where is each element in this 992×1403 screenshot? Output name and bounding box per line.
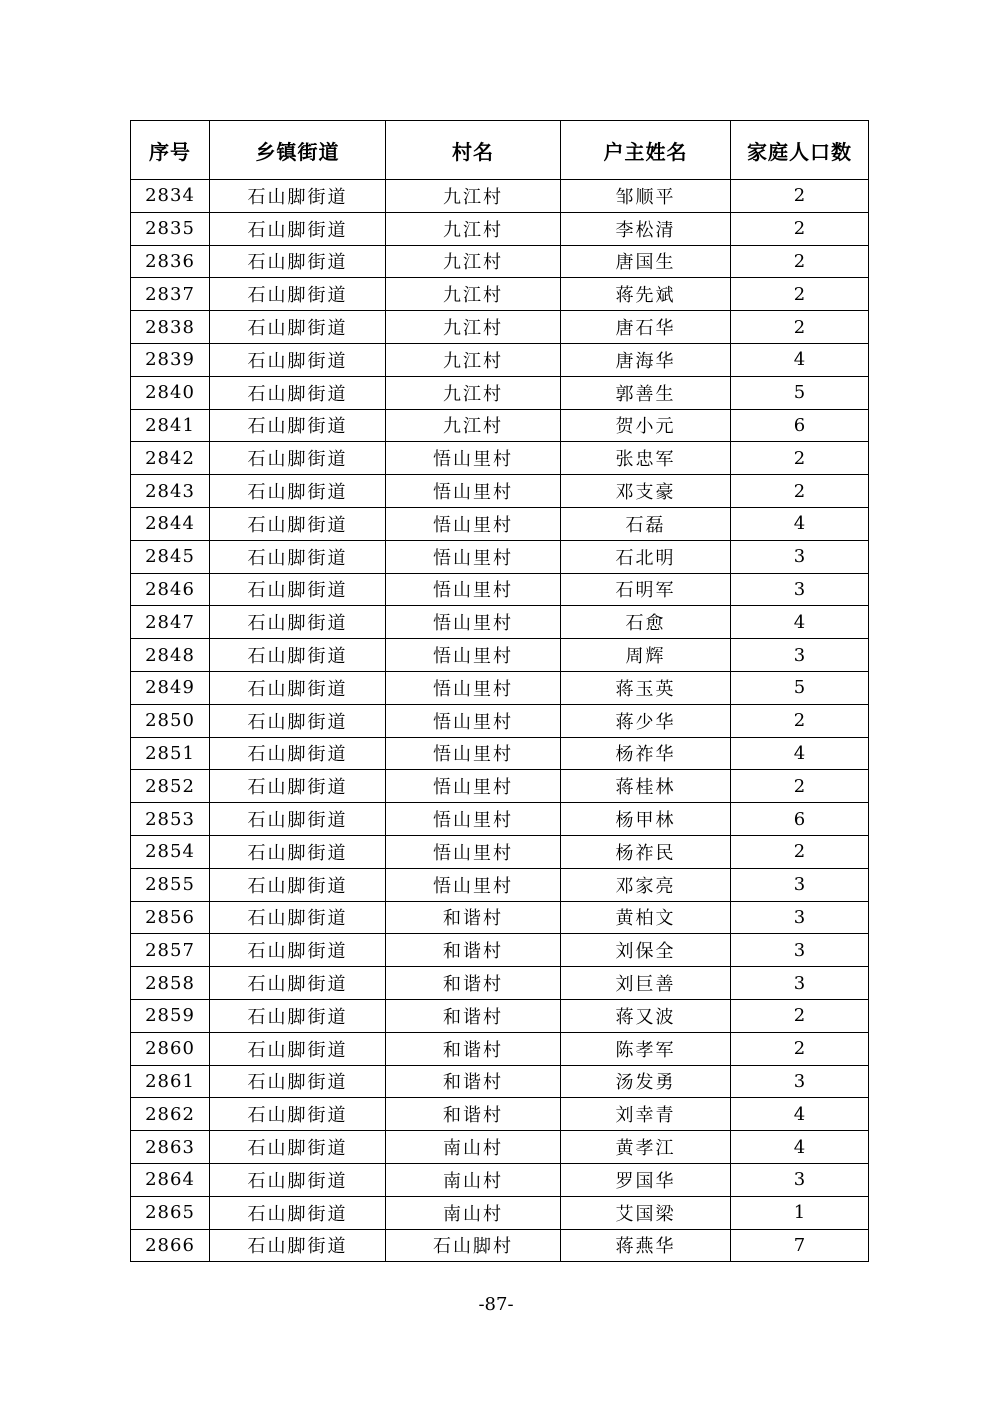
cell-town-street: 石山脚街道 xyxy=(210,1131,386,1164)
table-row xyxy=(131,1196,869,1229)
cell-village-name: 悟山里村 xyxy=(386,835,561,868)
cell-household-head: 唐国生 xyxy=(561,245,731,278)
cell-village-name: 悟山里村 xyxy=(386,639,561,672)
cell-village-name: 悟山里村 xyxy=(386,573,561,606)
cell-serial-number: 2862 xyxy=(131,1098,210,1131)
cell-household-head: 唐石华 xyxy=(561,311,731,344)
cell-village-name: 悟山里村 xyxy=(386,475,561,508)
cell-town-street: 石山脚街道 xyxy=(210,606,386,639)
table-row xyxy=(131,343,869,376)
cell-household-head: 张忠军 xyxy=(561,442,731,475)
cell-serial-number: 2835 xyxy=(131,212,210,245)
cell-household-head: 陈孝军 xyxy=(561,1032,731,1065)
table-body xyxy=(131,180,869,1262)
cell-village-name: 南山村 xyxy=(386,1196,561,1229)
cell-town-street: 石山脚街道 xyxy=(210,967,386,1000)
cell-household-head: 邓家亮 xyxy=(561,868,731,901)
cell-town-street: 石山脚街道 xyxy=(210,409,386,442)
cell-family-size: 6 xyxy=(731,803,869,836)
cell-family-size: 3 xyxy=(731,573,869,606)
cell-village-name: 和谐村 xyxy=(386,1032,561,1065)
cell-serial-number: 2861 xyxy=(131,1065,210,1098)
cell-household-head: 蒋先斌 xyxy=(561,278,731,311)
table-row xyxy=(131,475,869,508)
cell-serial-number: 2859 xyxy=(131,999,210,1032)
cell-village-name: 九江村 xyxy=(386,245,561,278)
cell-household-head: 唐海华 xyxy=(561,343,731,376)
table-row xyxy=(131,934,869,967)
cell-household-head: 贺小元 xyxy=(561,409,731,442)
cell-village-name: 和谐村 xyxy=(386,999,561,1032)
cell-family-size: 2 xyxy=(731,212,869,245)
cell-serial-number: 2846 xyxy=(131,573,210,606)
table-row xyxy=(131,1098,869,1131)
cell-family-size: 2 xyxy=(731,770,869,803)
table-row xyxy=(131,1163,869,1196)
cell-serial-number: 2838 xyxy=(131,311,210,344)
cell-serial-number: 2848 xyxy=(131,639,210,672)
header-family-size: 家庭人口数 xyxy=(731,121,869,180)
cell-serial-number: 2845 xyxy=(131,540,210,573)
header-village-name: 村名 xyxy=(386,121,561,180)
table-row xyxy=(131,835,869,868)
cell-serial-number: 2858 xyxy=(131,967,210,1000)
cell-serial-number: 2852 xyxy=(131,770,210,803)
table-row xyxy=(131,704,869,737)
cell-family-size: 2 xyxy=(731,311,869,344)
cell-serial-number: 2855 xyxy=(131,868,210,901)
cell-family-size: 5 xyxy=(731,671,869,704)
table-row xyxy=(131,409,869,442)
cell-village-name: 九江村 xyxy=(386,311,561,344)
cell-town-street: 石山脚街道 xyxy=(210,704,386,737)
cell-family-size: 3 xyxy=(731,540,869,573)
table-row xyxy=(131,1131,869,1164)
cell-serial-number: 2844 xyxy=(131,507,210,540)
cell-family-size: 2 xyxy=(731,704,869,737)
cell-serial-number: 2849 xyxy=(131,671,210,704)
cell-town-street: 石山脚街道 xyxy=(210,311,386,344)
table-row xyxy=(131,901,869,934)
table-row xyxy=(131,868,869,901)
cell-serial-number: 2840 xyxy=(131,376,210,409)
cell-village-name: 九江村 xyxy=(386,409,561,442)
cell-household-head: 罗国华 xyxy=(561,1163,731,1196)
cell-family-size: 3 xyxy=(731,901,869,934)
cell-serial-number: 2863 xyxy=(131,1131,210,1164)
cell-household-head: 石明军 xyxy=(561,573,731,606)
cell-family-size: 1 xyxy=(731,1196,869,1229)
cell-town-street: 石山脚街道 xyxy=(210,278,386,311)
cell-town-street: 石山脚街道 xyxy=(210,671,386,704)
cell-town-street: 石山脚街道 xyxy=(210,343,386,376)
cell-household-head: 蒋桂林 xyxy=(561,770,731,803)
table-row xyxy=(131,671,869,704)
cell-household-head: 艾国梁 xyxy=(561,1196,731,1229)
cell-household-head: 石愈 xyxy=(561,606,731,639)
cell-village-name: 悟山里村 xyxy=(386,442,561,475)
cell-town-street: 石山脚街道 xyxy=(210,1163,386,1196)
cell-serial-number: 2857 xyxy=(131,934,210,967)
cell-family-size: 2 xyxy=(731,442,869,475)
cell-town-street: 石山脚街道 xyxy=(210,376,386,409)
cell-town-street: 石山脚街道 xyxy=(210,1229,386,1262)
cell-village-name: 和谐村 xyxy=(386,901,561,934)
cell-household-head: 蒋玉英 xyxy=(561,671,731,704)
cell-household-head: 邹顺平 xyxy=(561,180,731,213)
table-row xyxy=(131,606,869,639)
cell-town-street: 石山脚街道 xyxy=(210,901,386,934)
cell-serial-number: 2851 xyxy=(131,737,210,770)
cell-village-name: 和谐村 xyxy=(386,934,561,967)
header-row xyxy=(131,121,869,180)
cell-family-size: 4 xyxy=(731,606,869,639)
cell-town-street: 石山脚街道 xyxy=(210,442,386,475)
table-row xyxy=(131,540,869,573)
cell-village-name: 悟山里村 xyxy=(386,737,561,770)
cell-town-street: 石山脚街道 xyxy=(210,1098,386,1131)
cell-family-size: 4 xyxy=(731,507,869,540)
cell-serial-number: 2856 xyxy=(131,901,210,934)
cell-family-size: 3 xyxy=(731,1065,869,1098)
cell-town-street: 石山脚街道 xyxy=(210,999,386,1032)
table-row xyxy=(131,376,869,409)
cell-family-size: 3 xyxy=(731,967,869,1000)
cell-village-name: 和谐村 xyxy=(386,1065,561,1098)
cell-village-name: 南山村 xyxy=(386,1131,561,1164)
cell-village-name: 九江村 xyxy=(386,376,561,409)
cell-town-street: 石山脚街道 xyxy=(210,1196,386,1229)
household-table xyxy=(130,120,869,1262)
cell-village-name: 九江村 xyxy=(386,180,561,213)
cell-family-size: 3 xyxy=(731,639,869,672)
cell-town-street: 石山脚街道 xyxy=(210,245,386,278)
cell-serial-number: 2866 xyxy=(131,1229,210,1262)
cell-village-name: 九江村 xyxy=(386,212,561,245)
table-row xyxy=(131,507,869,540)
cell-village-name: 和谐村 xyxy=(386,1098,561,1131)
cell-family-size: 4 xyxy=(731,737,869,770)
cell-town-street: 石山脚街道 xyxy=(210,573,386,606)
cell-family-size: 4 xyxy=(731,343,869,376)
cell-village-name: 悟山里村 xyxy=(386,868,561,901)
cell-household-head: 蒋燕华 xyxy=(561,1229,731,1262)
cell-household-head: 黄柏文 xyxy=(561,901,731,934)
cell-village-name: 九江村 xyxy=(386,343,561,376)
cell-town-street: 石山脚街道 xyxy=(210,540,386,573)
cell-serial-number: 2836 xyxy=(131,245,210,278)
cell-town-street: 石山脚街道 xyxy=(210,1032,386,1065)
table-row xyxy=(131,1032,869,1065)
cell-family-size: 2 xyxy=(731,245,869,278)
cell-household-head: 邓支豪 xyxy=(561,475,731,508)
cell-household-head: 周辉 xyxy=(561,639,731,672)
cell-household-head: 蒋又波 xyxy=(561,999,731,1032)
cell-town-street: 石山脚街道 xyxy=(210,180,386,213)
cell-town-street: 石山脚街道 xyxy=(210,770,386,803)
cell-village-name: 石山脚村 xyxy=(386,1229,561,1262)
cell-village-name: 悟山里村 xyxy=(386,540,561,573)
cell-family-size: 2 xyxy=(731,835,869,868)
table-header xyxy=(131,121,869,180)
table-row xyxy=(131,803,869,836)
cell-household-head: 汤发勇 xyxy=(561,1065,731,1098)
cell-family-size: 2 xyxy=(731,278,869,311)
cell-village-name: 悟山里村 xyxy=(386,507,561,540)
table-row xyxy=(131,737,869,770)
cell-family-size: 2 xyxy=(731,475,869,508)
table-row xyxy=(131,770,869,803)
cell-serial-number: 2853 xyxy=(131,803,210,836)
table-row xyxy=(131,442,869,475)
cell-serial-number: 2850 xyxy=(131,704,210,737)
cell-household-head: 石磊 xyxy=(561,507,731,540)
header-household-head: 户主姓名 xyxy=(561,121,731,180)
table-row xyxy=(131,245,869,278)
table-row xyxy=(131,212,869,245)
cell-serial-number: 2842 xyxy=(131,442,210,475)
cell-family-size: 3 xyxy=(731,868,869,901)
table-row xyxy=(131,573,869,606)
cell-serial-number: 2865 xyxy=(131,1196,210,1229)
cell-family-size: 3 xyxy=(731,1163,869,1196)
table-row xyxy=(131,1065,869,1098)
cell-family-size: 4 xyxy=(731,1098,869,1131)
cell-serial-number: 2854 xyxy=(131,835,210,868)
cell-family-size: 6 xyxy=(731,409,869,442)
household-sheet xyxy=(130,120,868,1262)
header-town-street: 乡镇街道 xyxy=(210,121,386,180)
cell-household-head: 刘巨善 xyxy=(561,967,731,1000)
cell-household-head: 石北明 xyxy=(561,540,731,573)
cell-household-head: 杨甲林 xyxy=(561,803,731,836)
cell-village-name: 和谐村 xyxy=(386,967,561,1000)
cell-village-name: 悟山里村 xyxy=(386,606,561,639)
cell-serial-number: 2860 xyxy=(131,1032,210,1065)
cell-family-size: 2 xyxy=(731,1032,869,1065)
table-row xyxy=(131,278,869,311)
cell-serial-number: 2834 xyxy=(131,180,210,213)
cell-family-size: 5 xyxy=(731,376,869,409)
cell-town-street: 石山脚街道 xyxy=(210,737,386,770)
cell-town-street: 石山脚街道 xyxy=(210,212,386,245)
cell-household-head: 刘保全 xyxy=(561,934,731,967)
table-row xyxy=(131,180,869,213)
cell-town-street: 石山脚街道 xyxy=(210,475,386,508)
page-number: -87- xyxy=(478,1294,514,1315)
cell-household-head: 杨祚华 xyxy=(561,737,731,770)
cell-village-name: 悟山里村 xyxy=(386,671,561,704)
cell-serial-number: 2839 xyxy=(131,343,210,376)
cell-household-head: 刘幸青 xyxy=(561,1098,731,1131)
cell-village-name: 南山村 xyxy=(386,1163,561,1196)
cell-town-street: 石山脚街道 xyxy=(210,868,386,901)
cell-town-street: 石山脚街道 xyxy=(210,1065,386,1098)
cell-serial-number: 2837 xyxy=(131,278,210,311)
table-row xyxy=(131,1229,869,1262)
cell-household-head: 黄孝江 xyxy=(561,1131,731,1164)
cell-village-name: 九江村 xyxy=(386,278,561,311)
cell-family-size: 3 xyxy=(731,934,869,967)
cell-household-head: 郭善生 xyxy=(561,376,731,409)
cell-family-size: 7 xyxy=(731,1229,869,1262)
cell-town-street: 石山脚街道 xyxy=(210,639,386,672)
cell-family-size: 2 xyxy=(731,999,869,1032)
cell-town-street: 石山脚街道 xyxy=(210,934,386,967)
cell-village-name: 悟山里村 xyxy=(386,803,561,836)
cell-family-size: 4 xyxy=(731,1131,869,1164)
cell-household-head: 蒋少华 xyxy=(561,704,731,737)
table-row xyxy=(131,967,869,1000)
cell-town-street: 石山脚街道 xyxy=(210,835,386,868)
cell-serial-number: 2847 xyxy=(131,606,210,639)
cell-serial-number: 2864 xyxy=(131,1163,210,1196)
header-serial-number: 序号 xyxy=(131,121,210,180)
table-row xyxy=(131,639,869,672)
cell-serial-number: 2843 xyxy=(131,475,210,508)
cell-household-head: 杨祚民 xyxy=(561,835,731,868)
cell-serial-number: 2841 xyxy=(131,409,210,442)
cell-family-size: 2 xyxy=(731,180,869,213)
cell-town-street: 石山脚街道 xyxy=(210,507,386,540)
cell-household-head: 李松清 xyxy=(561,212,731,245)
cell-village-name: 悟山里村 xyxy=(386,770,561,803)
table-row xyxy=(131,999,869,1032)
cell-town-street: 石山脚街道 xyxy=(210,803,386,836)
table-row xyxy=(131,311,869,344)
cell-village-name: 悟山里村 xyxy=(386,704,561,737)
